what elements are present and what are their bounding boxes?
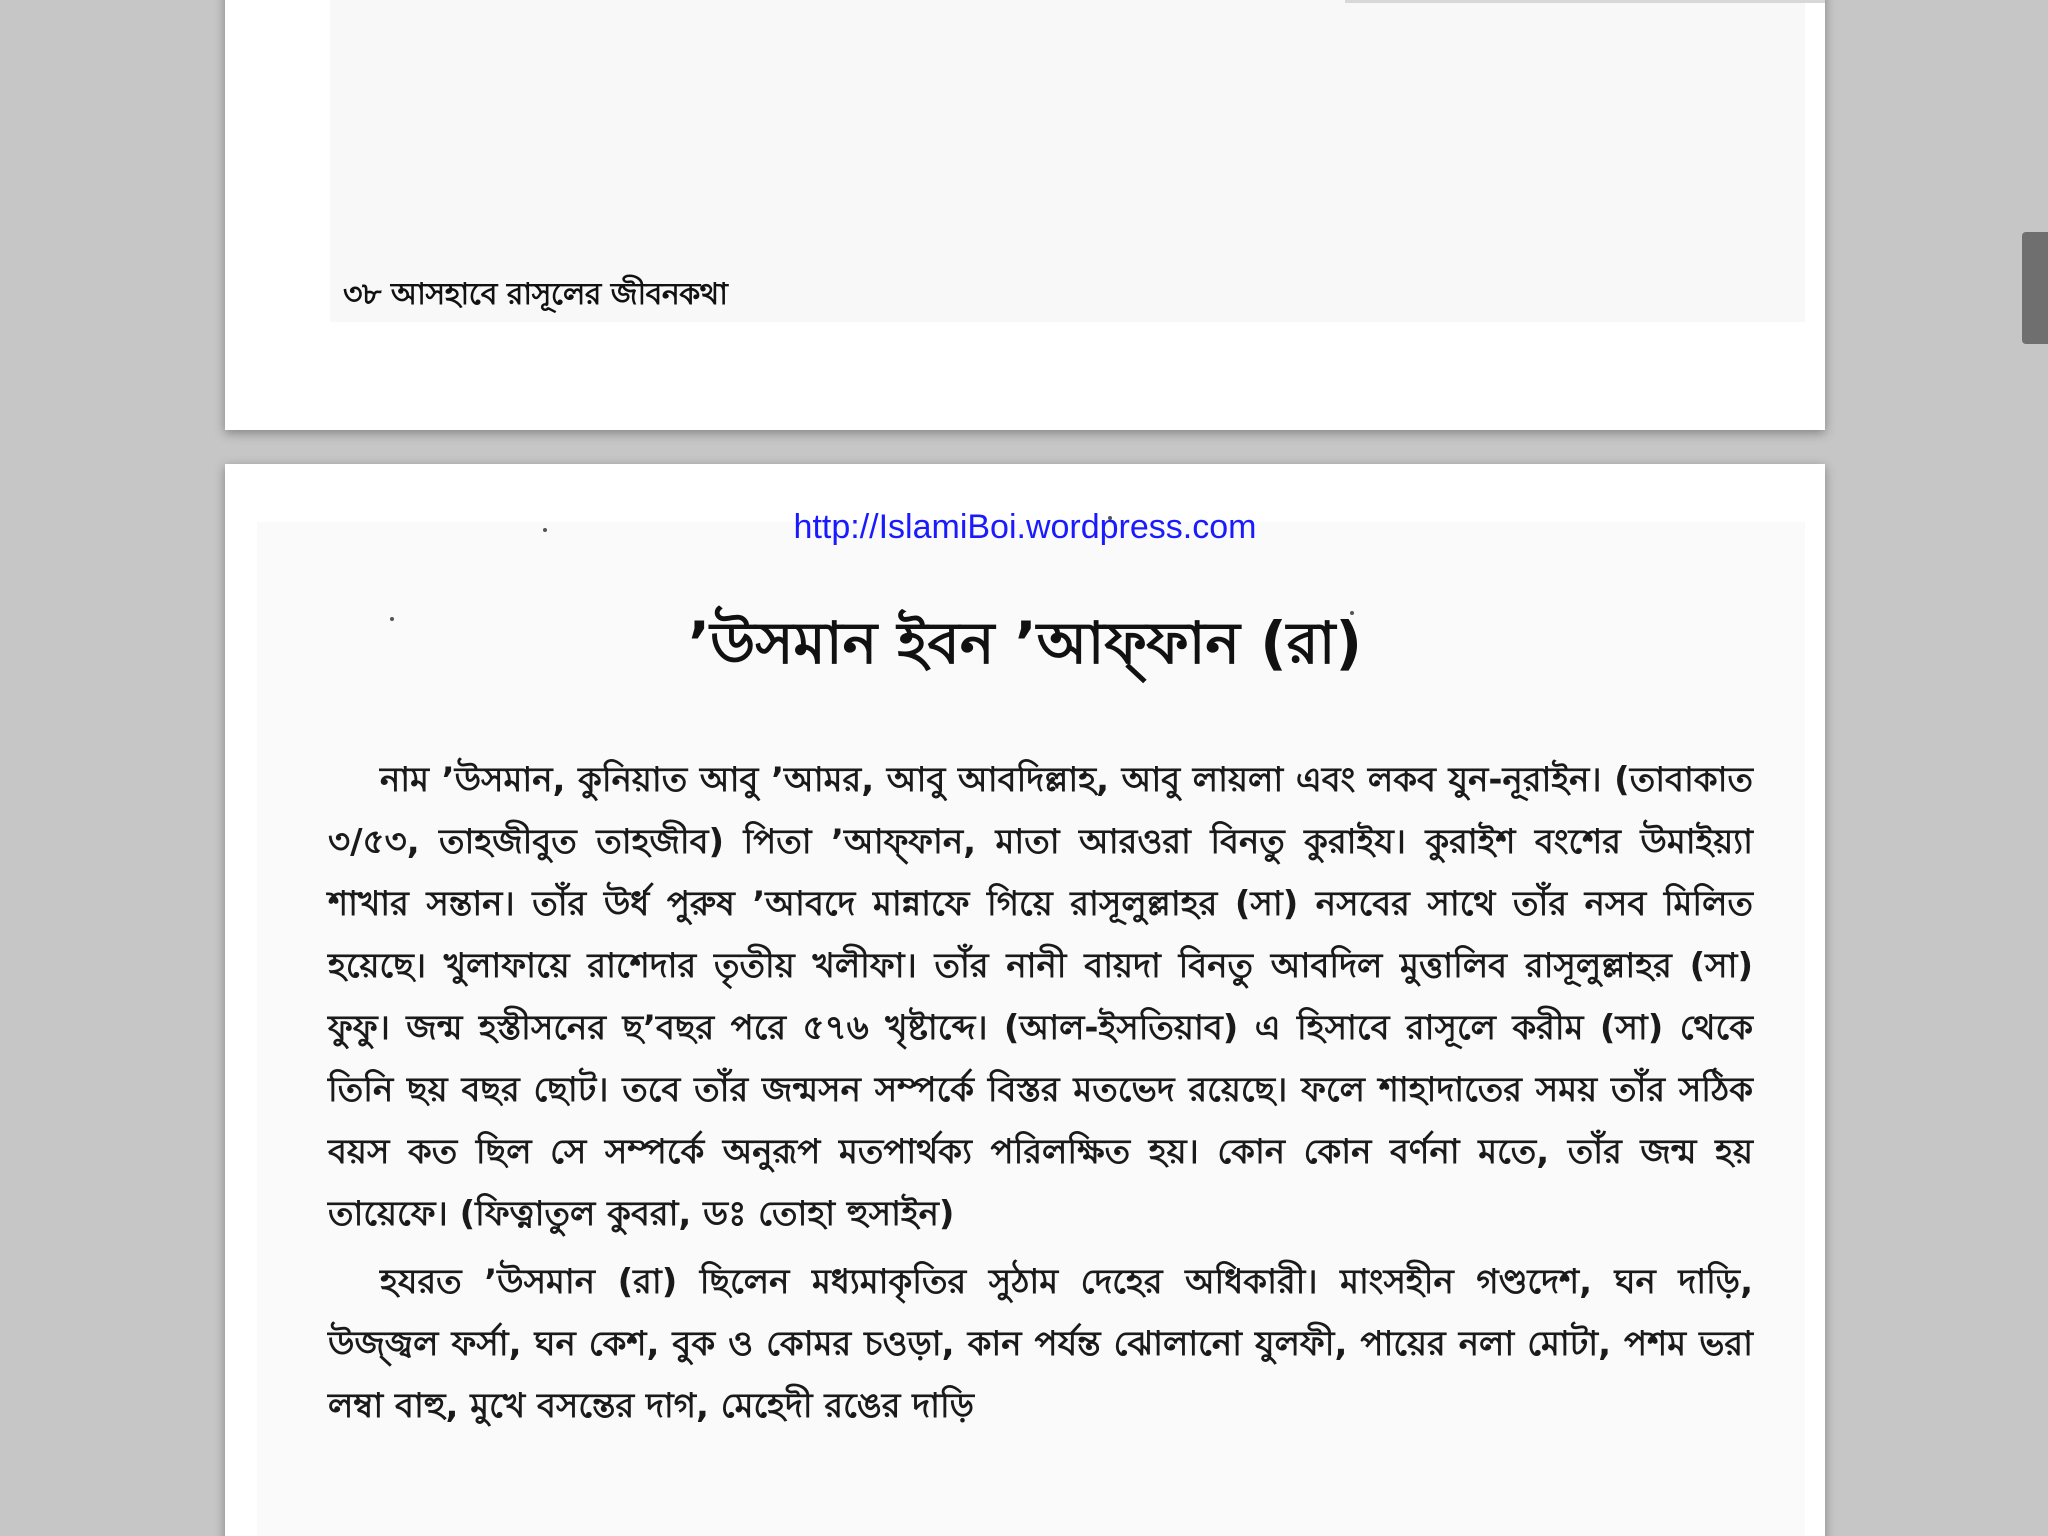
previous-page bbox=[225, 0, 1825, 430]
current-page bbox=[225, 464, 1825, 1536]
scrollbar-thumb[interactable] bbox=[2022, 232, 2048, 344]
chapter-title: ’উসমান ইবন ’আফ্ফান (রা) bbox=[688, 609, 1362, 677]
paragraph: হযরত ’উসমান (রা) ছিলেন মধ্যমাকৃতির সুঠাম দেহের অধিকারী। মাংসহীন গণ্ডদেশ, ঘন দাড়ি, উজ্জ্বল ফর্সা, ঘন কেশ, বুক ও কোমর চওড়া, কান পর্যন্ত ঝোলানো যুলফী, পায়ের নলা মোটা, পশম ভরা লম্বা বাহু, মুখে বসন্তের দাগ, মেহেদী রঙের দাড়ি bbox=[328, 1262, 1753, 1426]
running-footer: ৩৮ আসহাবে রাসূলের জীবনকথা bbox=[343, 277, 728, 312]
source-url-link[interactable]: http://IslamiBoi.wordpress.com bbox=[793, 508, 1257, 546]
paragraph: নাম ’উসমান, কুনিয়াত আবু ’আমর, আবু আবদিল্লাহ, আবু লায়লা এবং লকব যুন-নূরাইন। (তাবাকাত ৩/৫৩, তাহজীবুত তাহজীব) পিতা ’আফ্ফান, মাতা আরওরা বিনতু কুরাইয। কুরাইশ বংশের উমাইয়্যা শাখার সন্তান। তাঁর উর্ধ পুরুষ ’আবদে মান্নাফে গিয়ে রাসূলুল্লাহর (সা) নসবের সাথে তাঁর নসব মিলিত হয়েছে। খুলাফায়ে রাশেদার তৃতীয় খলীফা। তাঁর নানী বায়দা বিনতু আবদিল মুত্তালিব রাসূলুল্লাহর (সা) ফুফু। জন্ম হস্তীসনের ছ’বছর পরে ৫৭৬ খৃষ্টাব্দে। (আল-ইসতিয়াব) এ হিসাবে রাসূলে করীম (সা) থেকে তিনি ছয় বছর ছোট। তবে তাঁর জন্মসন সম্পর্কে বিস্তর মতভেদ রয়েছে। ফলে শাহাদাতের সময় তাঁর সঠিক বয়স কত ছিল সে সম্পর্কে অনুরূপ মতপার্থক্য পরিলক্ষিত হয়। কোন কোন বর্ণনা মতে, তাঁর জন্ম হয় তায়েফে। (ফিত্নাতুল কুবরা, ডঃ তোহা হুসাইন) bbox=[328, 760, 1753, 1234]
body-text bbox=[328, 749, 1753, 1443]
scan-edge bbox=[1345, 0, 1825, 3]
